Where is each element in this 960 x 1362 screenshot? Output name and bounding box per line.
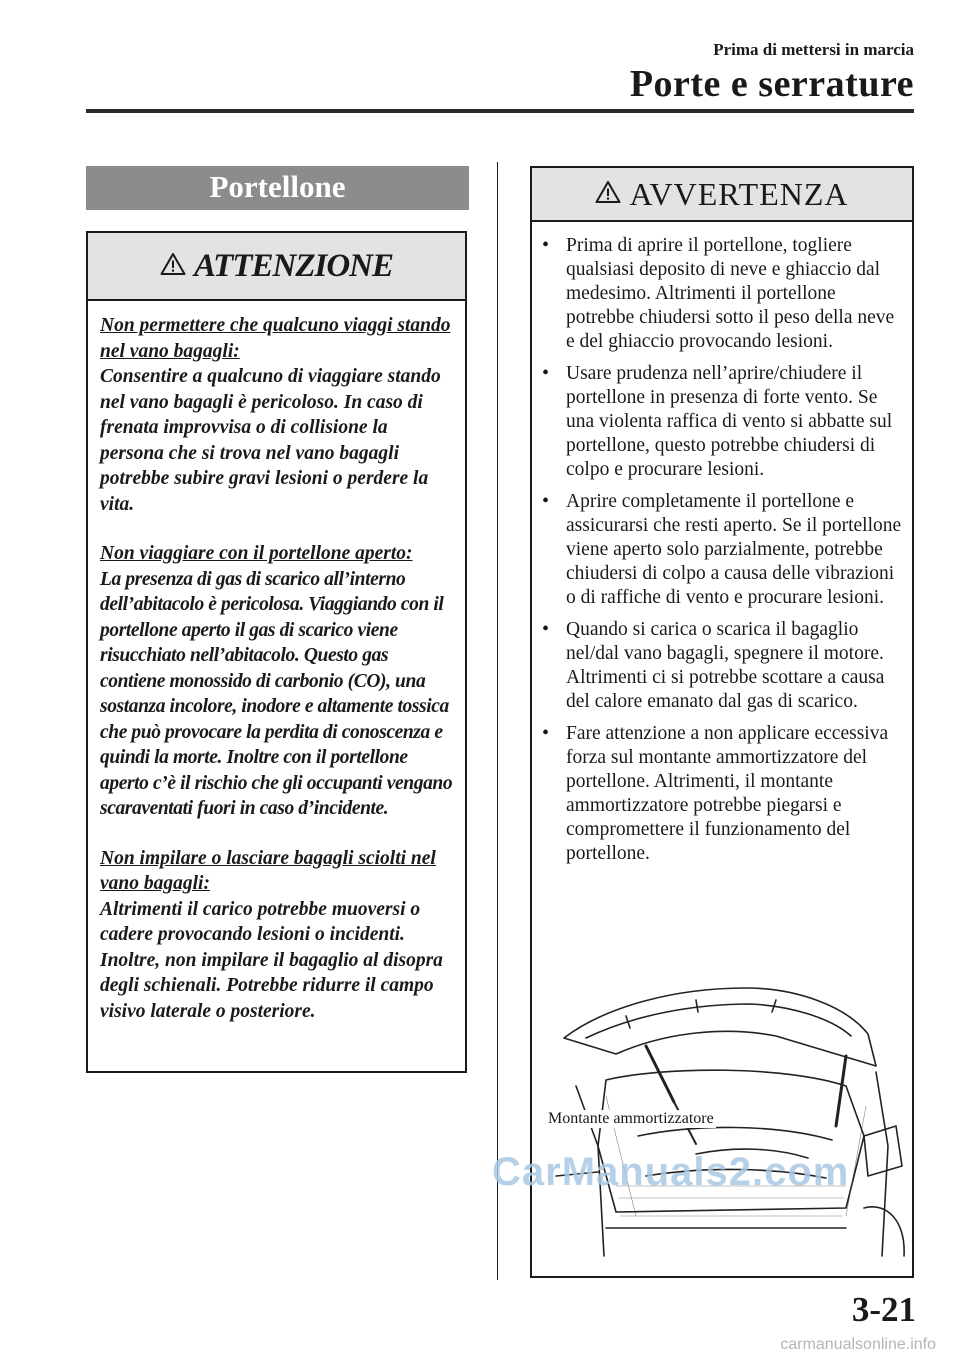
warning-label: AVVERTENZA — [629, 175, 849, 212]
column-divider — [497, 162, 498, 1280]
caution-item-text: Altrimenti il carico potrebbe muoversi o cadere provocando lesioni o incidenti. Inoltre, non impilare il bagaglio al disopra degli schienali. Potrebbe ridurre il campo visivo laterale o posteriore. — [100, 898, 443, 1022]
warning-triangle-icon — [595, 180, 621, 209]
warning-item — [540, 722, 904, 866]
bullet-icon: • — [542, 722, 550, 744]
warning-triangle-icon — [160, 252, 186, 281]
page-number: 3-21 — [851, 1290, 916, 1329]
warning-list — [532, 222, 912, 866]
caution-body — [88, 301, 465, 1024]
caution-item-text: La presenza di gas di scarico all’interno dell’abitacolo è pericolosa. Viaggiando con il portellone aperto il gas di scarico viene risucchiato nell’abitacolo. Questo gas contiene monossido di carbonio (CO), una sostanza incolore, inodore e altamente tossica che può provocare la perdita di conoscenza e quindi la morte. Inoltre con il portellone aperto c’è il rischio che gli occupanti vengano scaraventati fuori in caso d’incidente. — [100, 568, 453, 819]
warning-header — [532, 168, 912, 222]
bullet-icon: • — [542, 490, 550, 512]
caution-item — [100, 846, 455, 1025]
caution-item — [100, 313, 455, 517]
chapter-subtitle: Prima di mettersi in marcia — [713, 40, 914, 59]
caution-item-heading: Non impilare o lasciare bagagli sciolti nel vano bagagli: — [100, 847, 436, 894]
caution-box — [86, 231, 467, 1073]
caution-item — [100, 541, 455, 822]
bullet-icon: • — [542, 234, 550, 256]
warning-item-text: Quando si carica o scarica il bagaglio nel/dal vano bagagli, spegnere il motore. Altrimenti ci si potrebbe scottare a causa del calore emanato dal gas di scarico. — [566, 619, 885, 712]
warning-item — [540, 234, 904, 354]
warning-item — [540, 362, 904, 482]
warning-item-text: Fare attenzione a non applicare eccessiva forza sul montante ammortizzatore del portellone. Altrimenti, il montante ammortizzatore potrebbe piegarsi e compromettere il funzionamento del portellone. — [566, 723, 889, 864]
caution-header — [88, 233, 465, 301]
illustration-label: Montante ammortizzatore — [548, 1110, 714, 1127]
caution-label: ATTENZIONE — [193, 247, 394, 284]
warning-item-text: Prima di aprire il portellone, togliere qualsiasi deposito di neve e ghiaccio dal medesimo. Altrimenti il portellone potrebbe chiudersi sotto il peso della neve e del ghiaccio provocando lesioni. — [566, 235, 895, 352]
caution-item-text: Consentire a qualcuno di viaggiare stando nel vano bagagli è pericoloso. In caso di frenata improvvisa o di collisione la persona che si trova nel vano bagagli potrebbe subire gravi lesioni o perdere la vita. — [100, 366, 441, 515]
warning-item — [540, 618, 904, 714]
footer-site: carmanualsonline.info — [780, 1336, 936, 1353]
warning-item-text: Usare prudenza nell’aprire/chiudere il portellone in presenza di forte vento. Se una violenta raffica di vento si abbatte sul portellone, questo potrebbe chiudersi di colpo e procurare lesioni. — [566, 363, 893, 480]
bullet-icon: • — [542, 362, 550, 384]
watermark: CarManuals2.com — [492, 1150, 850, 1194]
warning-item-text: Aprire completamente il portellone e assicurarsi che resti aperto. Se il portellone viene aperto solo parzialmente, potrebbe chiudersi di colpo a causa delle vibrazioni o di raffiche di vento e procurare lesioni. — [566, 491, 902, 608]
bullet-icon: • — [542, 618, 550, 640]
section-title: Portellone — [86, 166, 469, 210]
header-rule — [86, 109, 914, 113]
chapter-title: Porte e serrature — [629, 63, 914, 105]
warning-item — [540, 490, 904, 610]
caution-item-heading: Non viaggiare con il portellone aperto: — [100, 543, 413, 564]
caution-item-heading: Non permettere che qualcuno viaggi stando nel vano bagagli: — [100, 315, 451, 362]
